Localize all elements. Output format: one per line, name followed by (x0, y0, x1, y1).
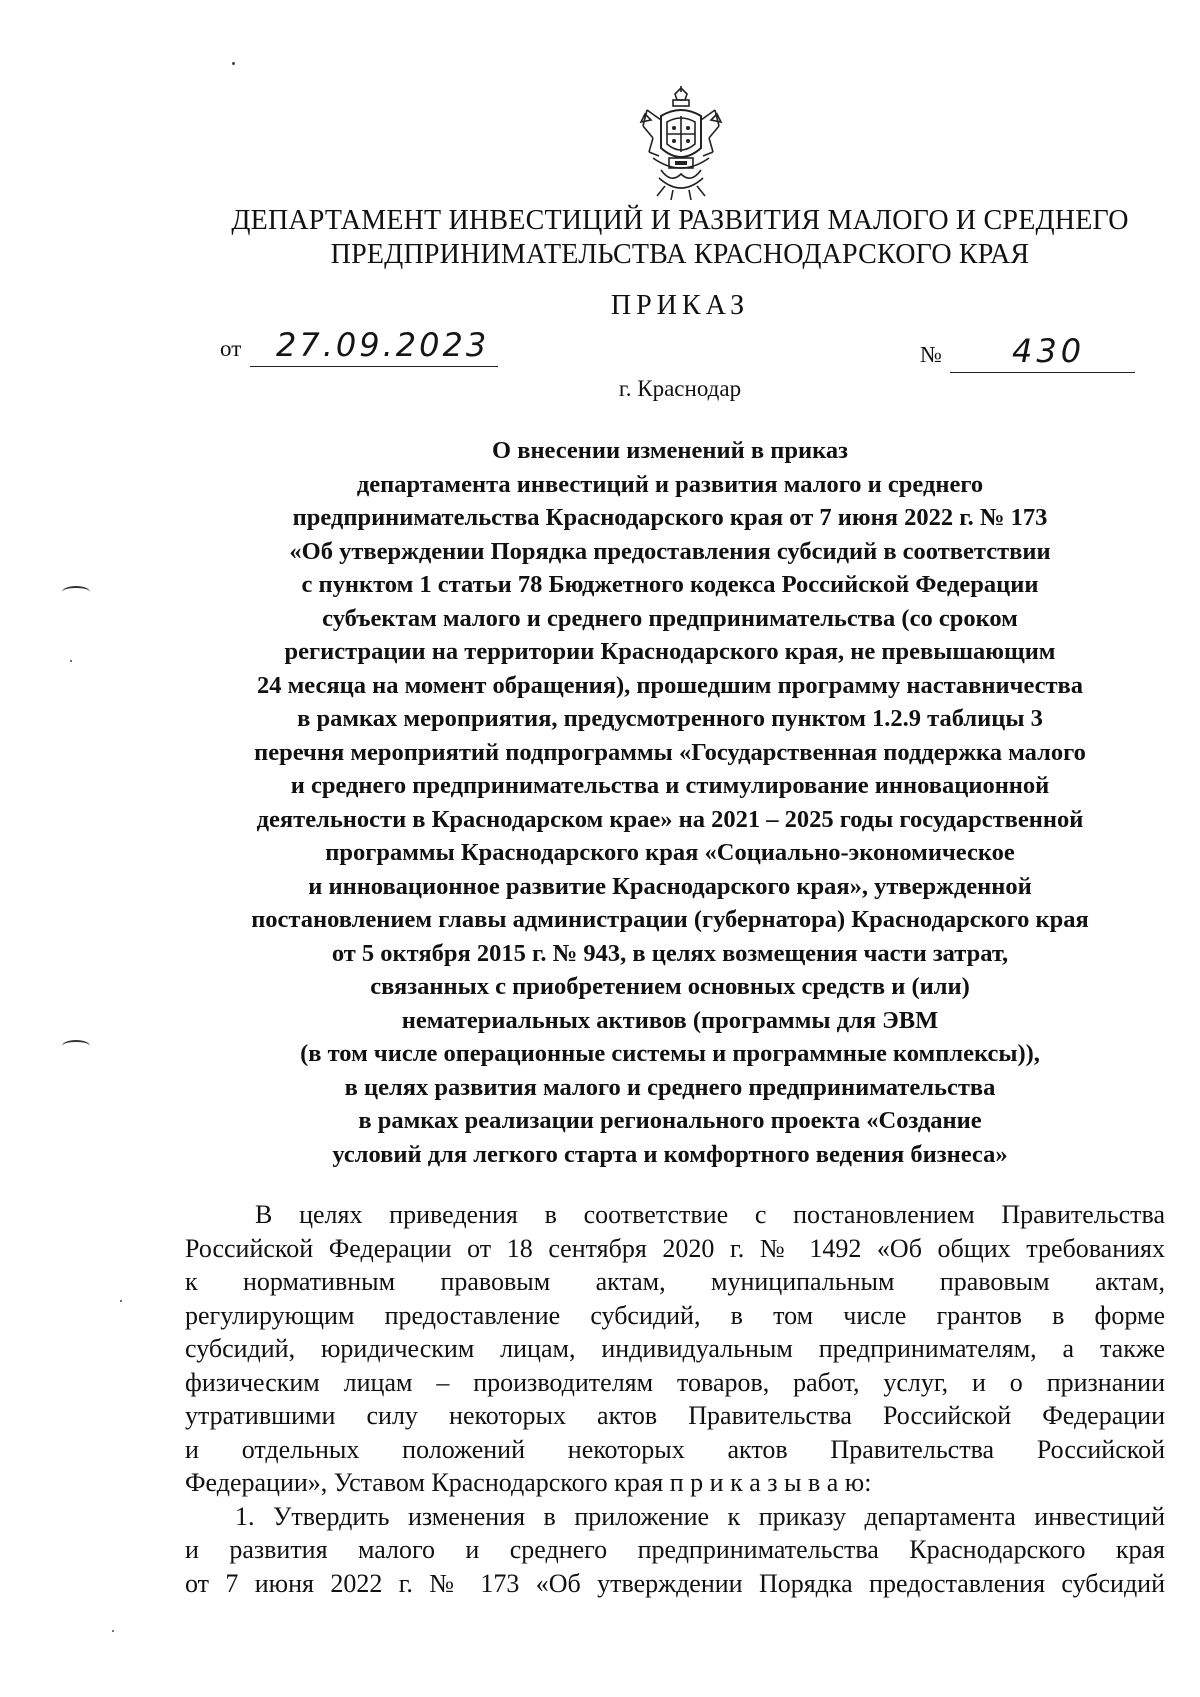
order-body (185, 1198, 1165, 1600)
subject-line: программы Краснодарского края «Социально-экономическое (325, 839, 1015, 866)
number-prefix: № (920, 342, 942, 367)
subject-line: субъектам малого и среднего предпринимательства (со сроком (322, 604, 1018, 632)
subject-line: и инновационное развитие Краснодарского края», утвержденной (308, 872, 1032, 900)
body-line: 1. Утвердить изменения в приложение к приказу департамента инвестиций (235, 1501, 1165, 1531)
scan-speck (112, 1630, 114, 1632)
scan-mark (62, 1040, 90, 1052)
subject-line: перечня мероприятий подпрограммы «Государственная поддержка малого (254, 738, 1086, 766)
body-line: и развития малого и среднего предпринимательства Краснодарского края (185, 1535, 1165, 1564)
handwritten-date: 27.09.2023 (276, 326, 490, 364)
handwritten-number: 430 (1012, 332, 1086, 370)
subject-line: в рамках мероприятия, предусмотренного пунктом 1.2.9 таблицы 3 (297, 705, 1043, 732)
date-prefix: от (220, 336, 242, 361)
scan-speck (232, 62, 235, 65)
body-line: регулирующим предоставление субсидий, в том числе грантов в форме (185, 1300, 1165, 1330)
subject-line: постановлением главы администрации (губернатора) Краснодарского края (251, 906, 1089, 933)
subject-line: в целях развития малого и среднего предпринимательства (344, 1073, 996, 1101)
body-line: утратившими силу некоторых актов Правительства Российской Федерации (185, 1401, 1165, 1430)
order-subject (175, 434, 1165, 1171)
number-underline (950, 372, 1135, 373)
subject-line: «Об утверждении Порядка предоставления субсидий в соответствии (289, 537, 1051, 565)
subject-line: регистрации на территории Краснодарского края, не превышающим (284, 638, 1056, 665)
coat-of-arms-emblem (631, 86, 731, 206)
department-name (200, 204, 1160, 272)
body-line: Российской Федерации от 18 сентября 2020 г. № 1492 «Об общих требованиях (185, 1233, 1165, 1263)
body-line: Федерации», Уставом Краснодарского края п р и к а з ы в а ю: (185, 1468, 872, 1497)
subject-line: нематериальных активов (программы для ЭВМ (401, 1006, 939, 1034)
scan-speck (120, 1300, 122, 1302)
subject-line: департамента инвестиций и развития малого и среднего (356, 470, 984, 498)
body-line: В целях приведения в соответствие с постановлением Правительства (255, 1200, 1165, 1229)
subject-line: и среднего предпринимательства и стимулирование инновационной (290, 772, 1050, 799)
subject-line: предпринимательства Краснодарского края от 7 июня 2022 г. № 173 (292, 504, 1048, 531)
subject-line: (в том числе операционные системы и программные комплексы)), (300, 1040, 1040, 1067)
body-line: к нормативным правовым актам, муниципальным правовым актам, (185, 1267, 1165, 1296)
body-line: физическим лицам – производителям товаров, работ, услуг, и о признании (185, 1367, 1165, 1397)
document-type-title: ПРИКАЗ (610, 290, 750, 321)
subject-line: 24 месяца на момент обращения), прошедшим программу наставничества (256, 671, 1084, 699)
subject-line: деятельности в Краснодарском крае» на 2021 – 2025 годы государственной (256, 805, 1084, 833)
department-name-line-1: ДЕПАРТАМЕНТ ИНВЕСТИЦИЙ И РАЗВИТИЯ МАЛОГО И СРЕДНЕГО (231, 205, 1129, 236)
scan-mark (62, 586, 90, 598)
body-line: от 7 июня 2022 г. № 173 «Об утверждении Порядка предоставления субсидий (185, 1568, 1165, 1598)
city-name: г. Краснодар (618, 376, 742, 401)
department-name-line-2: ПРЕДПРИНИМАТЕЛЬСТВА КРАСНОДАРСКОГО КРАЯ (330, 239, 1030, 270)
subject-line: от 5 октября 2015 г. № 943, в целях возмещения части затрат, (331, 939, 1009, 967)
subject-line: условий для легкого старта и комфортного ведения бизнеса» (332, 1140, 1008, 1168)
date-underline (250, 366, 498, 367)
subject-line: О внесении изменений в приказ (492, 437, 848, 464)
body-line: субсидий, юридическим лицам, индивидуальным предпринимателям, а также (185, 1334, 1165, 1363)
subject-line: связанных с приобретением основных средств и (или) (370, 973, 970, 1000)
scan-speck (70, 660, 72, 662)
subject-line: в рамках реализации регионального проекта «Создание (358, 1107, 982, 1134)
subject-line: с пунктом 1 статьи 78 Бюджетного кодекса Российской Федерации (301, 571, 1039, 598)
body-line: и отдельных положений некоторых актов Правительства Российской (185, 1434, 1165, 1464)
